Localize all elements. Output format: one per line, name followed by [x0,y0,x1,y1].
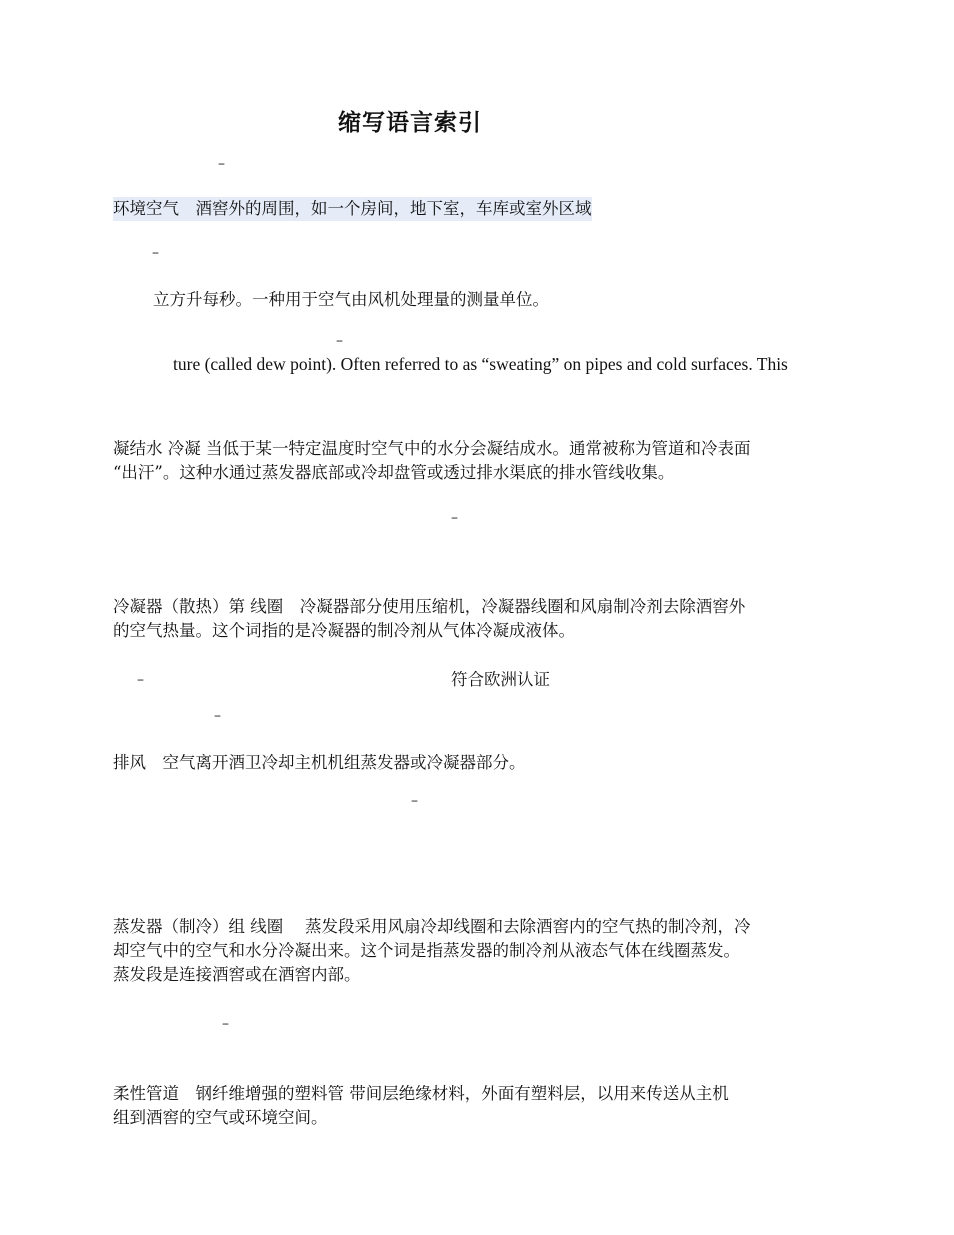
page-title: 缩写语言索引 [338,109,482,136]
entry-exhaust: 排风 空气离开酒卫冷却主机机组蒸发器或冷凝器部分。 [113,753,526,772]
highlighted-text: 环境空气 酒窖外的周围，如一个房间，地下室，车库或室外区域 [113,197,592,221]
separator-dash: – [451,510,458,526]
english-fragment: ture (called dew point). Often referred to as “sweating” on pipes and cold surfaces. This [173,354,788,374]
entry-line: 冷凝器（散热）第 线圈 冷凝器部分使用压缩机，冷凝器线圈和风扇制冷剂去除酒窖外 [113,597,746,616]
entry-evaporator [113,915,751,987]
entry-cfm: 立方升每秒。一种用于空气由风机处理量的测量单位。 [153,290,549,309]
entry-line: 柔性管道 钢纤维增强的塑料管 带间层绝缘材料，外面有塑料层，以用来传送从主机 [113,1084,729,1103]
entry-line: 蒸发段是连接酒窖或在酒窖内部。 [113,965,361,984]
entry-line: 的空气热量。这个词指的是冷凝器的制冷剂从气体冷凝成液体。 [113,621,575,640]
entry-condenser [113,595,745,643]
entry-line: “出汗”。这种水通过蒸发器底部或冷却盘管或透过排水渠底的排水管线收集。 [113,463,675,482]
entry-ambient-air [113,197,592,221]
entry-ce: 符合欧洲认证 [451,670,550,689]
entry-flexible-duct [113,1082,729,1130]
separator-dash: – [218,156,225,172]
separator-dash: – [336,333,343,349]
entry-line: 却空气中的空气和水分冷凝出来。这个词是指蒸发器的制冷剂从液态气体在线圈蒸发。 [113,941,740,960]
separator-dash: – [214,708,221,724]
entry-line: 组到酒窖的空气或环境空间。 [113,1108,328,1127]
entry-line: 蒸发器（制冷）组 线圈 蒸发段采用风扇冷却线圈和去除酒窖内的空气热的制冷剂，冷 [113,917,751,936]
separator-dash: – [411,793,418,809]
separator-dash: – [222,1016,229,1032]
separator-dash: – [137,672,144,688]
entry-line: 凝结水 冷凝 当低于某一特定温度时空气中的水分会凝结成水。通常被称为管道和冷表面 [113,439,751,458]
separator-dash: – [152,245,159,261]
entry-condensate [113,437,751,485]
